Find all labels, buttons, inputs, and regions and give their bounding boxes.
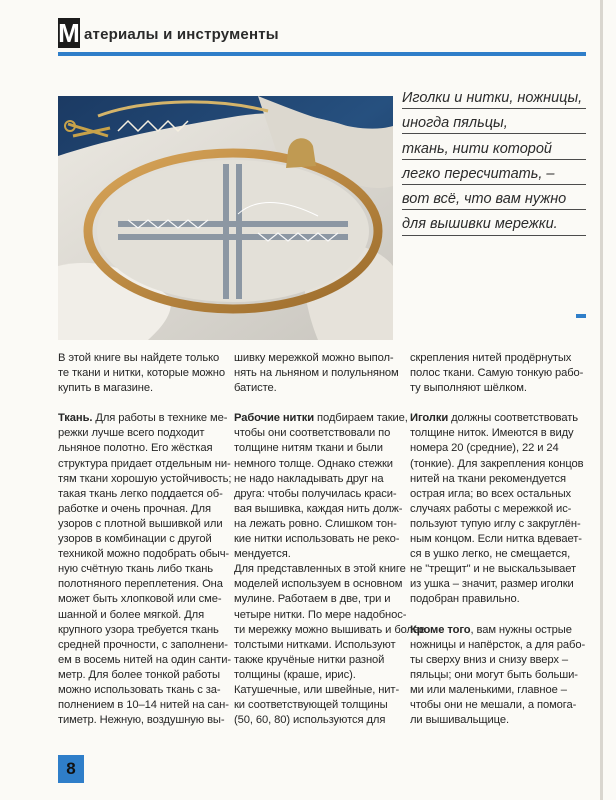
threads-term: Рабочие нитки: [234, 412, 314, 425]
quote-underline: [402, 133, 586, 134]
embroidery-hoop-photo: [58, 96, 393, 340]
quote-line: Иголки и нитки, ножницы,: [402, 90, 583, 106]
quote-underline: [402, 159, 586, 160]
text-column-3: [410, 351, 586, 743]
quote-line: иногда пяльцы,: [402, 115, 508, 132]
text-column-2: [234, 351, 426, 743]
quote-accent-bar: [576, 314, 586, 318]
header-initial-block: М: [58, 18, 80, 48]
page-number: 8: [66, 759, 76, 778]
section-header: [58, 18, 586, 52]
quote-underline: [402, 184, 586, 185]
header-title: атериалы и инструменты: [84, 26, 279, 43]
fabric-paragraph: Ткань. Для работы в технике ме- режки лучше всего подходит льняное полотно. Его жёсткая структура придает отдельным ни- тям ткани хорошую устойчивость; такая ткань легко поддается об- работке и очень прочная. Для узоров с плотной вышивкой или узоров в комбинации с другой техникой можно подобрать обыч- ную счётную ткань либо ткань полотняного переплетения. Она может быть хлопковой или сме- шанной и более мягкой. Для крупного узора требуется ткань средней прочности, с заполнени- ем в восемь нитей на один санти- метр. Для более тонкой работы можно использовать ткань с за- полнением в 10–14 нитей на сан- тиметр. Нежную, воздушную вы-: [58, 412, 232, 727]
also-paragraph: Кроме того, вам нужны острые ножницы и напёрсток, а для рабо- ты сверху вниз и снизу вверх – пяльцы; они могут быть больши- ми или маленькими, главное – чтобы они не мешали, а помога- ли вышивальщице.: [410, 623, 586, 727]
needles-paragraph: Иголки должны соответствовать толщине ниток. Имеются в виду номера 20 (средние), 22 и 24 (тонкие). Для закрепления концов нитей на ткани рекомендуется острая игла; во всех остальных случаях работы с мережкой ис- пользуют тупую иглу с закруглён- ным концом. Если нитка вдевает- ся в ушко легко, не смещается, не "трещит" и не выскальзывает из ушка – значит, размер иголки подобран правильно.: [410, 412, 584, 606]
also-term: Кроме того: [410, 623, 471, 636]
quote-underline: [402, 235, 586, 236]
pull-quote: [402, 86, 586, 238]
quote-line: вот всё, что вам нужно: [402, 191, 567, 208]
page-edge-shadow: [600, 0, 603, 800]
text-column-1: [58, 351, 232, 743]
continued-paragraph: шивку мережкой можно выпол- нять на льняном и полульняном батисте.: [234, 352, 399, 395]
quote-line: для вышивки мережки.: [402, 216, 558, 233]
header-rule: [58, 52, 586, 56]
page-number-box: [58, 755, 84, 783]
quote-underline: [402, 108, 586, 109]
fabric-term: Ткань.: [58, 412, 93, 425]
needles-term: Иголки: [410, 412, 449, 425]
quote-line: ткань, нити которой: [402, 140, 552, 157]
continued-paragraph: скрепления нитей продёрнутых полос ткани. Самую тонкую рабо- ту выполняют шёлком.: [410, 352, 584, 395]
quote-line: легко пересчитать, –: [402, 165, 555, 182]
quote-underline: [402, 209, 586, 210]
threads-paragraph: Рабочие нитки подбираем такие, чтобы они соответствовали по толщине нитям ткани и были немного толще. Однако стежки не надо накладывать друг на друга: чтобы получилась краси- вая вышивка, каждая нить долж- на лежать ровно. Слишком тон- кие нитки использовать не реко- мендуется. Для представленных в этой книге моделей используем в основном мулине. Работаем в две, три и четыре нитки. По мере надобнос- ти мережку можно вышивать и более толстыми нитками. Используют также кручёные нитки разной толщины (краше, ирис). Катушечные, или швейные, нит- ки соответствующей толщины (50, 60, 80) используются для: [234, 412, 426, 727]
intro-paragraph: В этой книге вы найдете только те ткани и нитки, которые можно купить в магазине.: [58, 352, 226, 395]
